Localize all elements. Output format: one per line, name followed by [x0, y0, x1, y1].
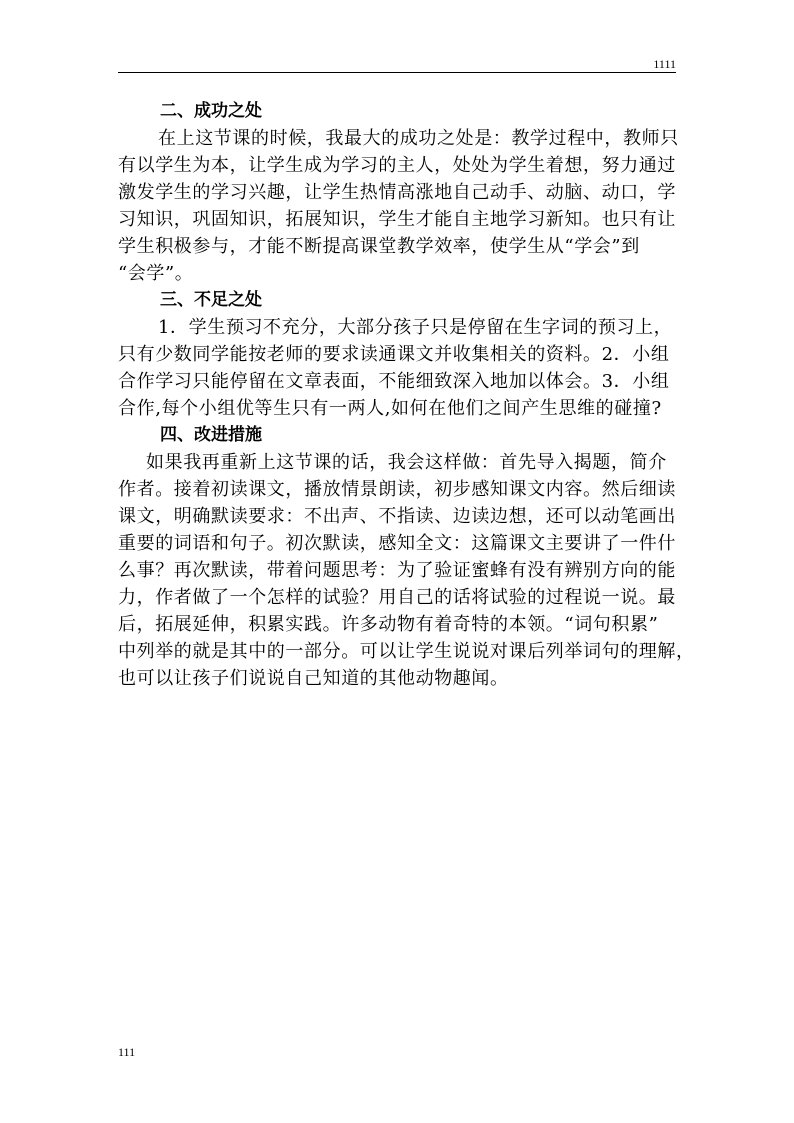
paragraph-line: 如果我再重新上这节课的话，我会这样做：首先导入揭题，简介 — [146, 452, 667, 473]
section-heading-shortcomings: 三、不足之处 — [160, 290, 262, 310]
paragraph-line: 中列举的就是其中的一部分。可以让学生说说对课后列举词句的理解， — [118, 641, 695, 662]
paragraph-line: 后，拓展延伸，积累实践。许多动物有着奇特的本领。“词句积累” — [118, 614, 659, 635]
paragraph-line: 只有少数同学能按老师的要求读通课文并收集相关的资料。2．小组 — [118, 344, 670, 365]
paragraph-line: 重要的词语和句子。初次默读，感知全文：这篇课文主要讲了一件什 — [118, 533, 676, 554]
paragraph-line: 习知识，巩固知识，拓展知识，学生才能自主地学习新知。也只有让 — [118, 209, 676, 230]
header-page-number: 1111 — [653, 57, 676, 71]
paragraph-line: 合作,每个小组优等生只有一两人,如何在他们之间产生思维的碰撞? — [118, 398, 662, 419]
paragraph-line: 力，作者做了一个怎样的试验？用自己的话将试验的过程说一说。最 — [118, 587, 676, 608]
paragraph-line: 合作学习只能停留在文章表面，不能细致深入地加以体会。3．小组 — [118, 371, 670, 392]
paragraph-line: 学生积极参与，才能不断提高课堂教学效率，使学生从“学会”到 — [118, 236, 640, 257]
header-rule — [118, 72, 676, 73]
paragraph-line: 有以学生为本，让学生成为学习的主人，处处为学生着想，努力通过 — [118, 155, 676, 176]
document-body — [118, 98, 695, 692]
paragraph-line: 课文，明确默读要求：不出声、不指读、边读边想，还可以动笔画出 — [118, 506, 676, 527]
paragraph-line: 在上这节课的时候，我最大的成功之处是：教学过程中，教师只 — [158, 128, 679, 149]
footer-page-number: 111 — [118, 1045, 136, 1059]
paragraph-line: 也可以让孩子们说说自己知道的其他动物趣闻。 — [118, 668, 509, 689]
paragraph-line: “会学”。 — [118, 263, 194, 284]
paragraph-line: 么事？再次默读，带着问题思考：为了验证蜜蜂有没有辨别方向的能 — [118, 560, 676, 581]
paragraph-line: 作者。接着初读课文，播放情景朗读，初步感知课文内容。然后细读 — [118, 479, 676, 500]
section-heading-success: 二、成功之处 — [160, 101, 262, 121]
paragraph-line: 激发学生的学习兴趣，让学生热情高涨地自己动手、动脑、动口，学 — [118, 182, 676, 203]
section-heading-improvements: 四、改进措施 — [160, 425, 262, 445]
paragraph-line: 1．学生预习不充分，大部分孩子只是停留在生字词的预习上， — [158, 317, 673, 338]
